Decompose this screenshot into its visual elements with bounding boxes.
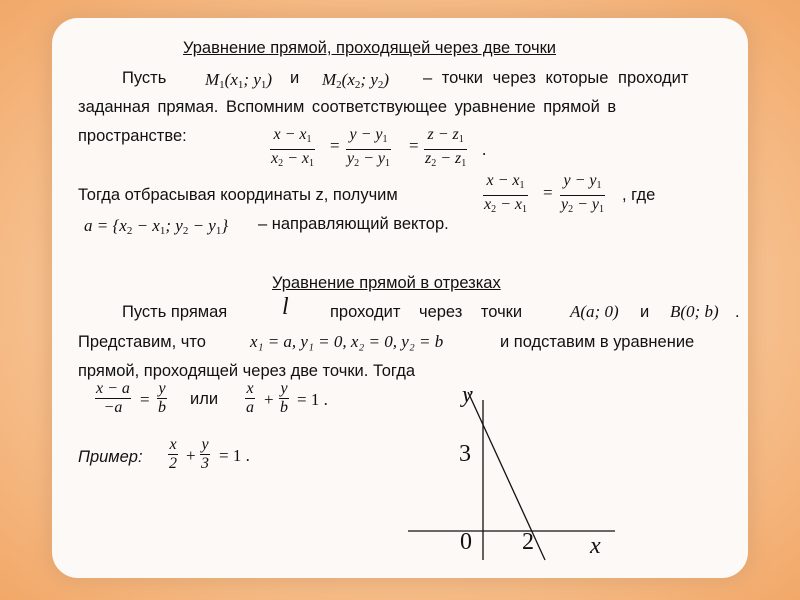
text-pust-1: Пусть (122, 69, 167, 87)
text-where: , где (622, 186, 656, 204)
text-direction-vector: – направляющий вектор. (258, 215, 449, 233)
fraction-x-minus-a: $\frac{x - a}{-a}$ (96, 380, 130, 416)
fraction-y-over-b-2: $\frac{y}{b}$ (280, 380, 288, 416)
plus-sign: + (264, 390, 274, 409)
fraction-x-over-a: $\frac{x}{a}$ (246, 380, 254, 416)
formula-point-B: B(0; b) (670, 302, 719, 321)
text-and-1: и (290, 69, 300, 87)
title-two-point-line: Уравнение прямой, проходящей через две точки (183, 39, 557, 57)
fraction-x-over-2: $\frac{x}{2}$ (169, 436, 177, 472)
text-drop-z: Тогда отбрасывая координаты z, получим (78, 186, 398, 204)
text-or: или (190, 390, 219, 408)
fraction-y-space: $\frac{y - y_1}{y_2 - y_1}$ (346, 126, 391, 173)
formula-direction-vector: $a = \{x_2 - x_1$; $y_2 - y_1$} (84, 216, 229, 237)
axis-label-x: x (590, 533, 601, 559)
period: . (482, 140, 487, 159)
text-represent: Представим, что (78, 333, 206, 351)
fraction-y-over-b: $\frac{y}{b}$ (158, 380, 166, 416)
formula-M1: $M_1(x_1$; $y_1$) (205, 70, 273, 91)
y-intercept-label: 3 (459, 441, 471, 467)
equals-sign: = (330, 136, 340, 155)
equals-sign: = (543, 183, 553, 202)
text-pust-2: Пусть прямая (122, 303, 228, 321)
text-space: пространстве: (78, 127, 187, 145)
text-then: прямой, проходящей через две точки. Тогда (78, 362, 415, 380)
formula-substitution: x₁ = a, y₁ = 0, x₂ = 0, y₂ = b (250, 332, 444, 351)
plus-sign: + (186, 446, 196, 465)
text-and-2: и (640, 303, 650, 321)
equals-one: = 1 . (219, 446, 250, 465)
fraction-y-over-3: $\frac{y}{3}$ (201, 436, 209, 472)
fraction-z-space: $\frac{z - z_1}{z_2 - z_1}$ (424, 126, 467, 173)
axis-label-y: y (462, 382, 473, 408)
fraction-x-plane: $\frac{x - x_1}{x_2 - x_1}$ (483, 172, 528, 219)
fraction-x-space: $\frac{x - x_1}{x_2 - x_1}$ (270, 126, 315, 173)
text-substitute: и подставим в уравнение (500, 333, 695, 351)
symbol-l: l (282, 294, 289, 320)
formula-point-A: A(a; 0) (570, 302, 619, 321)
x-intercept-label: 2 (522, 529, 534, 555)
text-period: . (735, 303, 740, 321)
equals-sign: = (140, 390, 150, 409)
equals-one: = 1 . (297, 390, 328, 409)
origin-label: 0 (460, 529, 472, 555)
equals-sign: = (409, 136, 419, 155)
title-intercept-form: Уравнение прямой в отрезках (272, 274, 501, 292)
text-passes-through: проходит через точки (330, 303, 523, 321)
example-label: Пример: (78, 448, 143, 466)
formula-M2: $M_2(x_2$; $y_2$) (322, 70, 390, 91)
fraction-y-plane: $\frac{y - y_1}{y_2 - y_1}$ (560, 172, 605, 219)
text-given-line: заданная прямая. Вспомним соответствующее уравнение прямой в (78, 98, 617, 116)
text-points-line: – точки через которые проходит (423, 69, 689, 87)
